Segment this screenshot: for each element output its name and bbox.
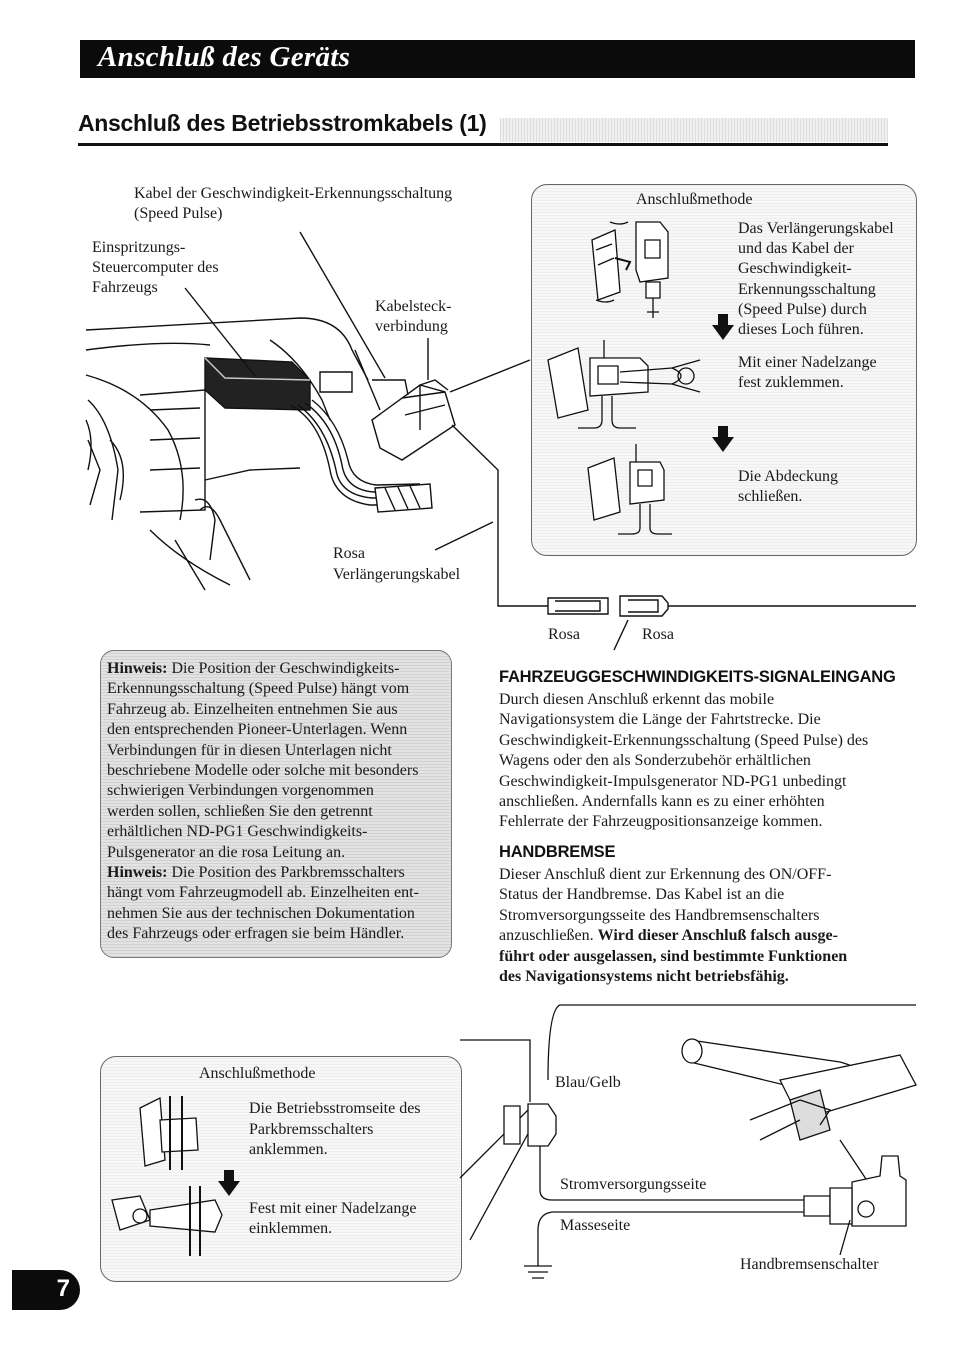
hint2-line4: des Fahrzeugs oder erfragen sie beim Händler. xyxy=(107,925,405,943)
method-top-step1-line3: Geschwindigkeit- xyxy=(738,260,852,277)
label-injection-computer-1: Einspritzungs- xyxy=(92,239,186,256)
hint1-line7: schwierigen Verbindungen vorgenommen xyxy=(107,782,374,800)
method-top-step1-line2: und das Kabel der xyxy=(738,240,854,257)
hint1-line5: Verbindungen für in diesen Unterlagen nicht xyxy=(107,741,392,759)
method-bottom-step2-line1: Fest mit einer Nadelzange xyxy=(249,1200,417,1217)
label-handbrake-switch: Handbremsenschalter xyxy=(740,1256,879,1273)
hint1-line10: Pulsgenerator an die rosa Leitung an. xyxy=(107,843,346,861)
hint2-line3: nehmen Sie aus der technischen Dokumentation xyxy=(107,904,415,922)
method-top-step1-line6: dieses Loch führen. xyxy=(738,321,864,338)
label-blue-yellow: Blau/Gelb xyxy=(555,1074,621,1091)
speed-section-body: Durch diesen Anschluß erkennt das mobile Navigationsystem die Länge der Fahrtstrecke. Die Geschwindigkeit-Erkennungsschaltung (Speed Pulse) des Wagens oder den als Sonderzubehör erhältlichen Geschwindigkeit-Impulsgenerator ND-PG1 unbedingt anschließen. Andernfalls kann es zu einer erhöhten Fehlerrate der Fahrzeugpositionsanzeige kommen. xyxy=(499,691,869,831)
method-top-step2-line1: Mit einer Nadelzange xyxy=(738,354,877,371)
hint1-line9: erhältlichen ND-PG1 Geschwindigkeits- xyxy=(107,823,368,841)
label-injection-computer-3: Fahrzeugs xyxy=(92,279,158,296)
method-top-step1-line5: (Speed Pulse) durch xyxy=(738,301,867,318)
hint2-line2: hängt vom Fahrzeugmodell ab. Einzelheiten ent- xyxy=(107,884,419,902)
method-top-step1-line4: Erkennungsschaltung xyxy=(738,281,876,298)
hint1-line3: Fahrzeug ab. Einzelheiten entnehmen Sie aus xyxy=(107,700,398,718)
method-top-step2-line2: fest zuklemmen. xyxy=(738,374,844,391)
method-panel-bottom-title: Anschlußmethode xyxy=(199,1065,316,1082)
page-number-tab xyxy=(12,1270,80,1310)
hint2-label: Hinweis: xyxy=(107,864,168,882)
label-connector-2: verbindung xyxy=(375,318,448,335)
hint1-line4: den entsprechenden Pioneer-Unterlagen. Wenn xyxy=(107,721,408,739)
handbrake-section-heading: HANDBREMSE xyxy=(499,843,616,861)
label-power-side: Stromversorgungsseite xyxy=(560,1176,707,1193)
hint1-line2: Erkennungsschaltung (Speed Pulse) hängt vom xyxy=(107,680,410,698)
label-speed-cable-2: (Speed Pulse) xyxy=(134,205,223,222)
label-injection-computer-2: Steuercomputer des xyxy=(92,259,219,276)
method-top-step3-line2: schließen. xyxy=(738,488,803,505)
speed-section-heading: FAHRZEUGGESCHWINDIGKEITS-SIGNALEINGANG xyxy=(499,668,896,686)
hint1-line8: werden sollen, schließen Sie den getrennt xyxy=(107,802,373,820)
label-rosa-right: Rosa xyxy=(642,626,674,643)
method-bottom-step1-line3: anklemmen. xyxy=(249,1141,328,1158)
label-ground-side: Masseseite xyxy=(560,1217,631,1234)
method-top-step1-line1: Das Verlängerungskabel xyxy=(738,220,894,237)
hint1-line1: Hinweis: Die Position der Geschwindigkeits- xyxy=(107,660,400,677)
method-bottom-step1-line2: Parkbremsschalters xyxy=(249,1121,374,1138)
handbrake-section-body: Dieser Anschluß dient zur Erkennung des ON/OFF- Status der Handbremse. Das Kabel ist an die Stromversorgungsseite des Handbremsenschalters anzuschließen. Wird dieser Anschluß falsch ausge- führt oder ausgelassen, sind bestimmte Funktionen des Navigationsystems nicht betriebsfähig. xyxy=(499,866,848,986)
method-top-step3-line1: Die Abdeckung xyxy=(738,468,838,485)
method-panel-top-title: Anschlußmethode xyxy=(636,191,753,208)
section-title: Anschluß des Betriebsstromkabels (1) xyxy=(78,110,487,136)
label-speed-cable: Kabel der Geschwindigkeit-Erkennungsschaltung xyxy=(134,185,453,202)
chapter-title: Anschluß des Geräts xyxy=(98,41,351,73)
hint1-label: Hinweis: xyxy=(107,660,168,677)
label-connector-1: Kabelsteck- xyxy=(375,298,452,315)
hint1-line6: beschriebene Modelle oder solche mit besonders xyxy=(107,762,419,780)
method-bottom-step1-line1: Die Betriebsstromseite des xyxy=(249,1100,421,1117)
label-rosa: Rosa xyxy=(333,545,365,562)
label-rosa-left: Rosa xyxy=(548,626,580,643)
method-bottom-step2-line2: einklemmen. xyxy=(249,1220,333,1237)
page-number: 7 xyxy=(56,1275,70,1302)
hint2-line1: Hinweis: Die Position des Parkbremsschalters xyxy=(107,864,405,882)
label-extension-cable: Verlängerungskabel xyxy=(333,566,461,583)
